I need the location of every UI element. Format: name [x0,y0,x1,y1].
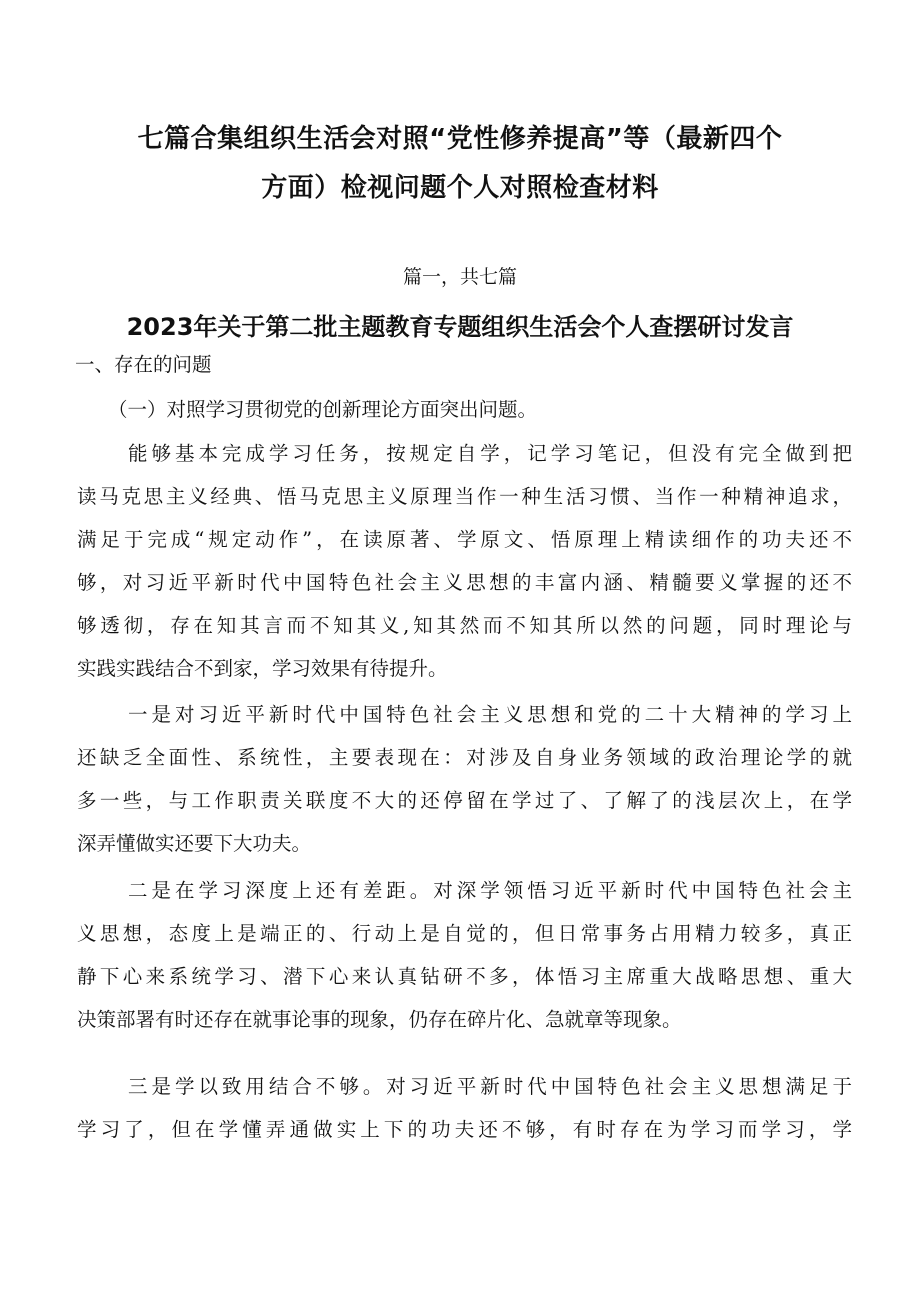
body-line: 实践实践结合不到家，学习效果有待提升。 [77,657,448,680]
speech-title: 2023年关于第二批主题教育专题组织生活会个人查摆研讨发言 [126,313,794,341]
document-title-line-1: 七篇合集组织生活会对照“党性修养提高”等（最新四个 [137,124,783,154]
body-line: 义思想，态度上是端正的、行动上是自觉的，但日常事务占用精力较多，真正 [77,922,852,945]
body-line: 学习了，但在学懂弄通做实上下的功夫还不够，有时存在为学习而学习，学 [77,1118,852,1141]
heading-level-1: 一、存在的问题 [75,353,212,376]
body-line: 够，对习近平新时代中国特色社会主义思想的丰富内涵、精髓要义掌握的还不 [77,571,852,594]
body-line: 静下心来系统学习、潜下心来认真钻研不多，体悟习主席重大战略思想、重大 [77,965,852,988]
body-line: 读马克思主义经典、悟马克思主义原理当作一种生活习惯、当作一种精神追求， [77,485,852,508]
document-title-line-2: 方面）检视问题个人对照检查材料 [261,173,659,203]
body-line: 决策部署有时还存在就事论事的现象，仍存在碎片化、急就章等现象。 [77,1008,682,1031]
section-marker: 篇一，共七篇 [402,266,517,288]
body-line: 够透彻，存在知其言而不知其义,知其然而不知其所以然的问题，同时理论与 [77,614,852,637]
body-line: 还缺乏全面性、系统性，主要表现在：对涉及自身业务领域的政治理论学的就 [77,746,852,769]
heading-level-2: （一）对照学习贯彻党的创新理论方面突出问题。 [108,398,538,421]
body-line: 多一些，与工作职责关联度不大的还停留在学过了、了解了的浅层次上，在学 [77,789,852,812]
body-line: 能够基本完成学习任务，按规定自学，记学习笔记，但没有完全做到把 [128,442,852,465]
body-line: 深弄懂做实还要下大功夫。 [77,832,312,855]
body-line: 一是对习近平新时代中国特色社会主义思想和党的二十大精神的学习上 [128,703,852,726]
body-line: 二是在学习深度上还有差距。对深学领悟习近平新时代中国特色社会主 [128,879,852,902]
body-line: 三是学以致用结合不够。对习近平新时代中国特色社会主义思想满足于 [128,1075,852,1098]
body-line: 满足于完成“规定动作”，在读原著、学原文、悟原理上精读细作的功夫还不 [77,528,852,551]
